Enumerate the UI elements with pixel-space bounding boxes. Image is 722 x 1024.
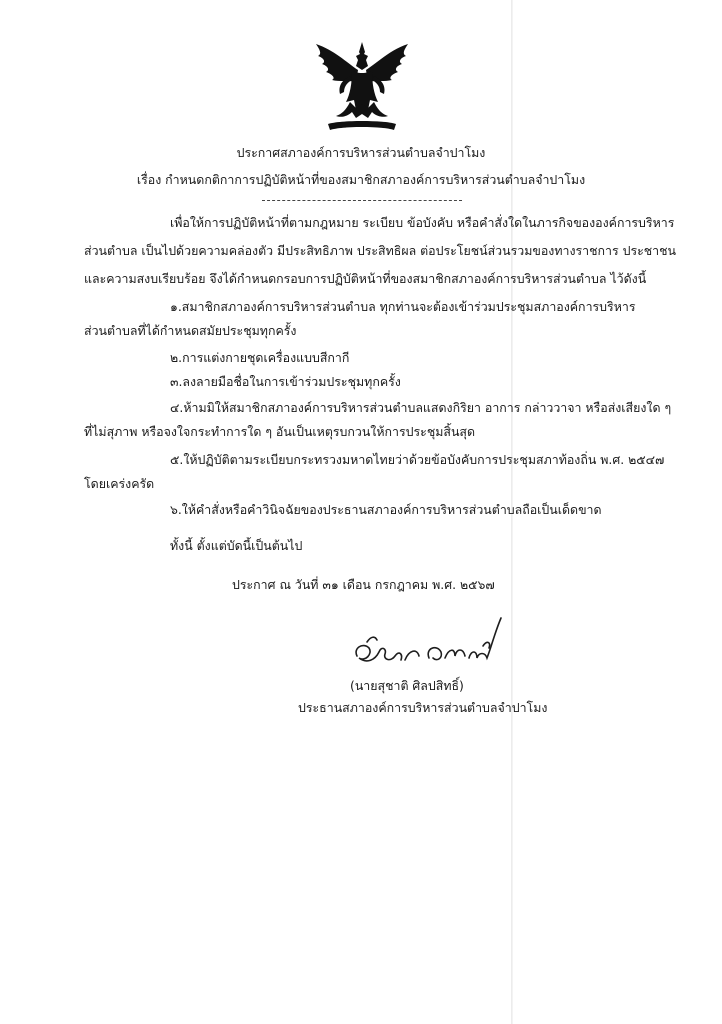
garuda-emblem-icon — [306, 40, 418, 134]
rule-item-4-cont: ที่ไม่สุภาพ หรือจงใจกระทำการใด ๆ อันเป็นเหตุรบกวนให้การประชุมสิ้นสุด — [84, 424, 476, 439]
intro-line-1: เพื่อให้การปฏิบัติหน้าที่ตามกฎหมาย ระเบียบ ข้อบังคับ หรือคำสั่งใดในภารกิจขององค์การบริหาร — [170, 215, 675, 230]
header-divider — [262, 200, 462, 201]
signatory-name: (นายสุชาติ ศิลปสิทธิ์) — [350, 678, 464, 693]
rule-item-2: ๒.การแต่งกายชุดเครื่องแบบสีกากี — [170, 350, 350, 365]
announcement-date: ประกาศ ณ วันที่ ๓๑ เดือน กรกฎาคม พ.ศ. ๒๕๖๗ — [232, 577, 495, 592]
rule-item-5-cont: โดยเคร่งครัด — [84, 476, 155, 491]
rule-item-1-cont: ส่วนตำบลที่ได้กำหนดสมัยประชุมทุกครั้ง — [84, 323, 297, 338]
handwritten-signature — [345, 612, 515, 682]
intro-line-2: ส่วนตำบล เป็นไปด้วยความคล่องตัว มีประสิทธิภาพ ประสิทธิผล ต่อประโยชน์ส่วนรวมของทางราชการ ประชาชน — [84, 243, 677, 258]
signatory-position: ประธานสภาองค์การบริหารส่วนตำบลจำปาโมง — [298, 700, 548, 715]
rule-item-3: ๓.ลงลายมือชื่อในการเข้าร่วมประชุมทุกครั้ง — [170, 374, 401, 389]
rule-item-4: ๔.ห้ามมิให้สมาชิกสภาองค์การบริหารส่วนตำบลแสดงกิริยา อาการ กล่าววาจา หรือส่งเสียงใด ๆ — [170, 400, 672, 415]
document-subject: เรื่อง กำหนดกติกาการปฏิบัติหน้าที่ของสมาชิกสภาองค์การบริหารส่วนตำบลจำปาโมง — [136, 172, 586, 187]
document-title: ประกาศสภาองค์การบริหารส่วนตำบลจำปาโมง — [236, 145, 486, 160]
intro-line-3: และความสงบเรียบร้อย จึงได้กำหนดกรอบการปฏิบัติหน้าที่ของสมาชิกสภาองค์การบริหารส่วนตำบล ไว้ดังนี้ — [84, 271, 647, 286]
rule-item-6: ๖.ให้คำสั่งหรือคำวินิจฉัยของประธานสภาองค์การบริหารส่วนตำบลถือเป็นเด็ดขาด — [170, 502, 602, 517]
rule-item-1: ๑.สมาชิกสภาองค์การบริหารส่วนตำบล ทุกท่านจะต้องเข้าร่วมประชุมสภาองค์การบริหาร — [170, 299, 636, 314]
rule-item-5: ๕.ให้ปฏิบัติตามระเบียบกระทรวงมหาดไทยว่าด้วยข้อบังคับการประชุมสภาท้องถิ่น พ.ศ. ๒๕๔๗ — [170, 452, 665, 467]
effective-statement: ทั้งนี้ ตั้งแต่บัดนี้เป็นต้นไป — [170, 538, 303, 553]
